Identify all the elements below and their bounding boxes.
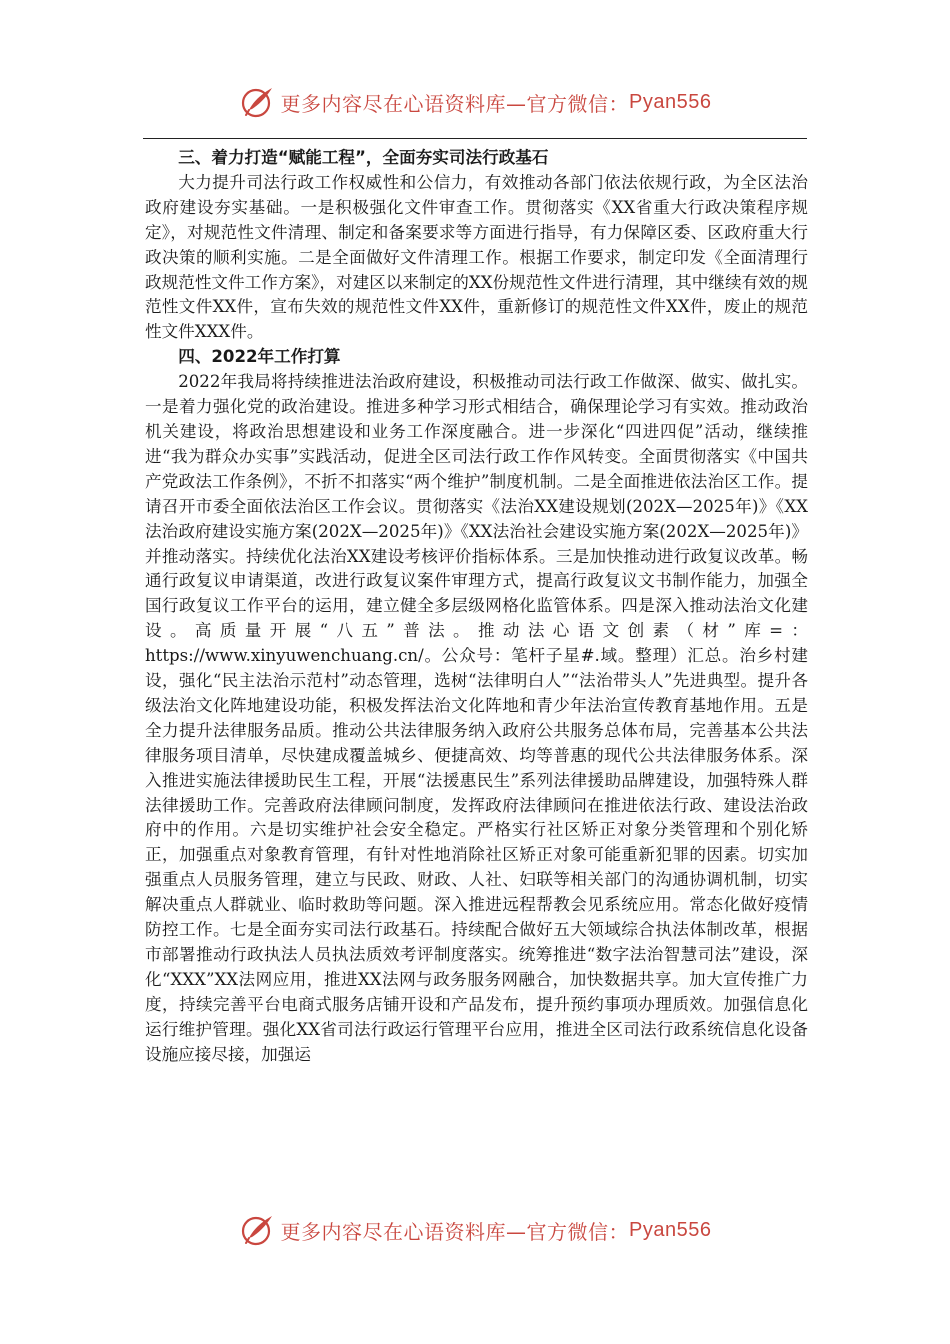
- section-4-paragraph: 2022年我局将持续推进法治政府建设，积极推动司法行政工作做深、做实、做扎实。一是着力强化党的政治建设。推进多种学习形式相结合，确保理论学习有实效。推动政治机关建设，将政治思想建设和业务工作深度融合。进一步深化“四进四促”活动，继续推进“我为群众办实事”实践活动，促进全区司法行政工作作风转变。全面贯彻落实《中国共产党政法工作条例》，不折不扣落实“两个维护”制度机制。二是全面推进依法治区工作。提请召开市委全面依法治区工作会议。贯彻落实《法治XX建设规划(202X—2025年)》《XX法治政府建设实施方案(202X—2025年)》《XX法治社会建设实施方案(202X—2025年)》并推动落实。持续优化法治XX建设考核评价指标体系。三是加快推动进行政复议改革。畅通行政复议申请渠道，改进行政复议案件审理方式，提高行政复议文书制作能力，加强全国行政复议工作平台的运用，建立健全多层级网格化监管体系。四是深入推动法治文化建设。高质量开展“八五”普法。推动法心语文创素（材”库=：https://www.xinyuwenchuang.cn/。公众号：笔杆子星#.域。整理）汇总。治乡村建设，强化“民主法治示范村”动态管理，选树“法律明白人”“法治带头人”先进典型。提升各级法治文化阵地建设功能，积极发挥法治文化阵地和青少年法治宣传教育基地作用。五是全力提升法律服务品质。推动公共法律服务纳入政府公共服务总体布局，完善基本公共法律服务项目清单，尽快建成覆盖城乡、便捷高效、均等普惠的现代公共法律服务体系。深入推进实施法律援助民生工程，开展“法援惠民生”系列法律援助品牌建设，加强特殊人群法律援助工作。完善政府法律顾问制度，发挥政府法律顾问在推进依法行政、建设法治政府中的作用。六是切实维护社会安全稳定。严格实行社区矫正对象分类管理和个别化矫正，加强重点对象教育管理，有针对性地消除社区矫正对象可能重新犯罪的因素。切实加强重点人员服务管理，建立与民政、财政、人社、妇联等相关部门的沟通协调机制，切实解决重点人群就业、临时救助等问题。深入推进远程帮教会见系统应用。常态化做好疫情防控工作。七是全面夯实司法行政基石。持续配合做好五大领域综合执法体制改革，根据市部署推动行政执法人员执法质效考评制度落实。统筹推进“数字法治智慧司法”建设，深化“XXX”XX法网应用，推进XX法网与政务服务网融合，加快数据共享。加大宣传推广力度，持续完善平台电商式服务店铺开设和产品发布，提升预约事项办理质效。加强信息化运行维护管理。强化XX省司法行政运行管理平台应用，推进全区司法行政系统信息化设备设施应接尽接，加强运: [145, 372, 808, 1064]
- header-banner-wechat: Pyan556: [629, 90, 712, 113]
- quill-logo-icon: [239, 84, 275, 120]
- quill-logo-icon: [239, 1212, 275, 1248]
- header-banner-text: 更多内容尽在心语资料库—官方微信：: [280, 91, 630, 116]
- footer-banner-wechat: Pyan556: [629, 1218, 712, 1241]
- section-4-heading: 四、2022年工作打算: [178, 347, 341, 367]
- header-divider: [143, 138, 807, 139]
- section-3-heading: 三、着力打造“赋能工程”，全面夯实司法行政基石: [178, 148, 549, 167]
- header-banner: [0, 82, 950, 122]
- section-3-paragraph: 大力提升司法行政工作权威性和公信力，有效推动各部门依法依规行政，为全区法治政府建设夯实基础。一是积极强化文件审查工作。贯彻落实《XX省重大行政决策程序规定》，对规范性文件清理、制定和备案要求等方面进行指导，有力保障区委、区政府重大行政决策的顺利实施。二是全面做好文件清理工作。根据工作要求，制定印发《全面清理行政规范性文件工作方案》，对建区以来制定的XX份规范性文件进行清理，其中继续有效的规范性文件XX件，宣布失效的规范性文件XX件，重新修订的规范性文件XX件，废止的规范性文件XXX件。: [145, 172, 808, 342]
- document-body: [145, 146, 808, 1068]
- footer-banner-text: 更多内容尽在心语资料库—官方微信：: [280, 1219, 630, 1244]
- footer-banner: [0, 1210, 950, 1250]
